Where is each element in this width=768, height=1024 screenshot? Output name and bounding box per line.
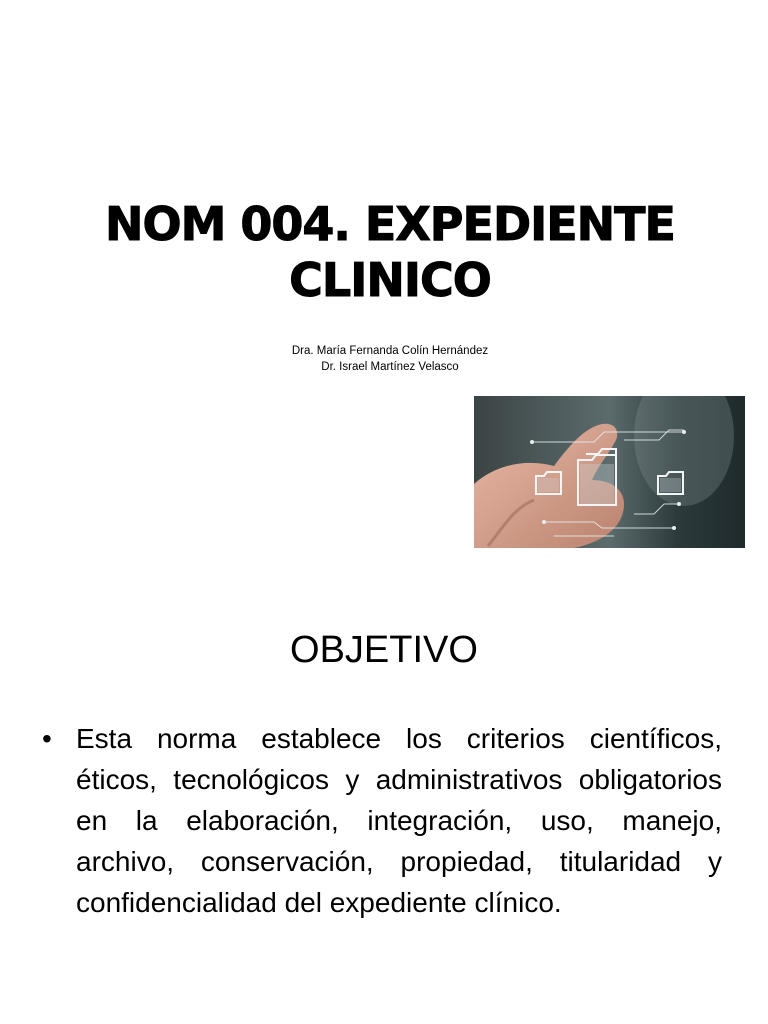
list-item	[40, 718, 722, 923]
bullet-dot-icon: •	[42, 723, 52, 754]
photo-illustration	[474, 396, 745, 548]
slide-title-line-1: NOM 004. EXPEDIENTE	[105, 197, 675, 251]
hand-touching-folders-icon	[474, 396, 745, 548]
author-1: Dra. María Fernanda Colín Hernández	[291, 345, 489, 357]
authors-block	[190, 343, 590, 375]
section-heading: OBJETIVO	[290, 629, 478, 671]
slide-title	[40, 196, 740, 308]
author-2: Dr. Israel Martínez Velasco	[321, 361, 459, 373]
slide-title-line-2: CLINICO	[289, 253, 491, 307]
objective-slide	[0, 576, 768, 1024]
bullet-list	[40, 718, 722, 923]
bullet-text: Esta norma establece los criterios científicos, éticos, tecnológicos y administrativos obligatorios en la elaboración, integración, uso, manejo, archivo, conservación, propiedad, titularidad y confidencialidad del expediente clínico.	[76, 723, 722, 918]
